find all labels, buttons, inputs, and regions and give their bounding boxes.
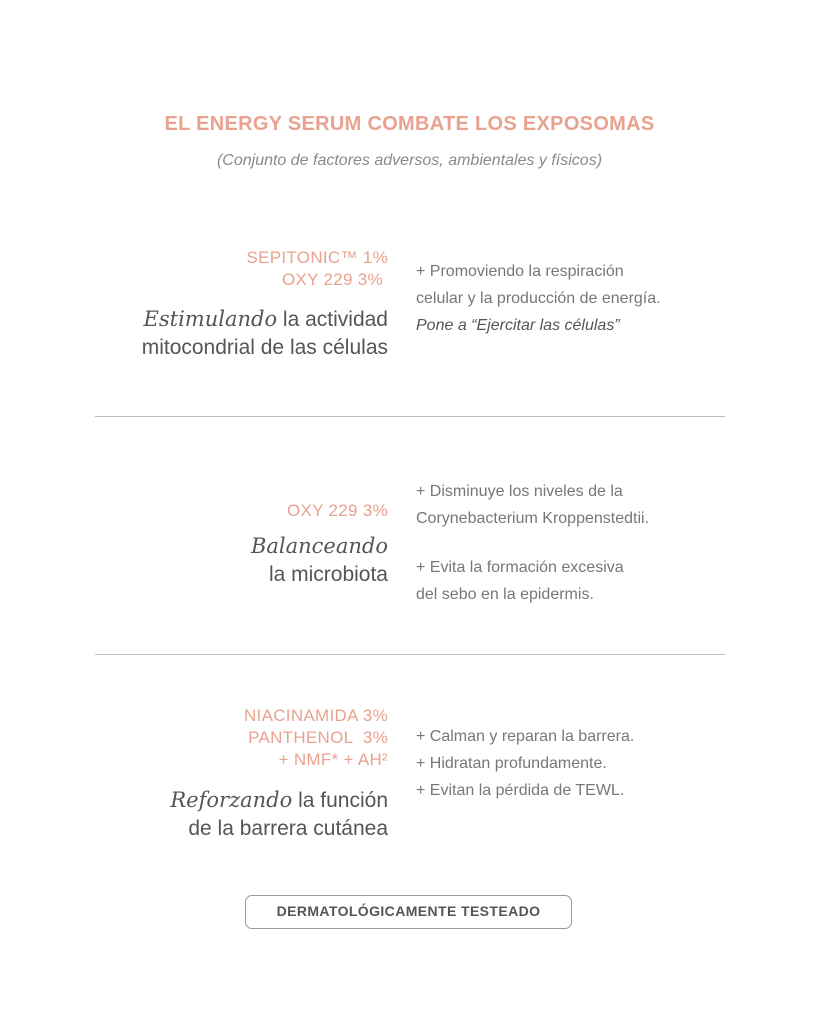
section-balancing (0, 478, 819, 618)
action-text-line-1: la función (292, 789, 388, 812)
section-balancing-left (251, 500, 388, 589)
page-title: EL ENERGY SERUM COMBATE LOS EXPOSOMAS (164, 113, 655, 135)
benefit-line: + Disminuye los niveles de la (416, 483, 623, 500)
ingredient-list (170, 705, 388, 771)
action-text-line-2: la microbiota (268, 563, 388, 586)
ingredient-list (142, 247, 388, 291)
benefit-line: + Promoviendo la respiración (416, 263, 624, 280)
ingredient-oxy229: OXY 229 3% (287, 501, 388, 520)
benefit-line: + Evita la formación excesiva (416, 559, 624, 576)
action-heading (251, 532, 388, 589)
section-divider (95, 654, 725, 655)
action-heading (142, 305, 388, 362)
action-verb: Estimulando (143, 307, 278, 331)
section-balancing-benefits (416, 478, 649, 608)
action-text-line-2: mitocondrial de las células (141, 336, 388, 359)
section-reinforcing-benefits (416, 723, 634, 804)
action-verb: Balanceando (250, 534, 388, 558)
dermatologically-tested-badge: DERMATOLÓGICAMENTE TESTEADO (245, 895, 572, 929)
section-reinforcing (0, 705, 819, 845)
ingredient-sepitonic: SEPITONIC™ 1% (246, 248, 388, 267)
action-verb: Reforzando (170, 788, 293, 812)
section-stimulating (0, 247, 819, 387)
action-text-line-2: de la barrera cutánea (188, 817, 388, 840)
benefit-line: celular y la producción de energía. (416, 290, 661, 307)
ingredient-nmf-ah: + NMF* + AH² (278, 750, 388, 769)
benefit-line: + Calman y reparan la barrera. (416, 728, 635, 745)
benefit-line: + Hidratan profundamente. (416, 755, 607, 772)
ingredient-list (251, 500, 388, 522)
action-heading (170, 786, 388, 843)
benefit-line: + Evitan la pérdida de TEWL. (416, 782, 625, 799)
ingredient-panthenol: PANTHENOL 3% (248, 728, 388, 747)
benefit-emphasis: Pone a “Ejercitar las células” (416, 317, 620, 334)
section-stimulating-benefits (416, 258, 661, 339)
section-reinforcing-left (170, 705, 388, 843)
page-subtitle: (Conjunto de factores adversos, ambientales y físicos) (216, 152, 603, 169)
benefit-line: del sebo en la epidermis. (416, 586, 594, 603)
benefit-line: Corynebacterium Kroppenstedtii. (416, 510, 650, 527)
section-divider (95, 416, 725, 417)
action-text-line-1: la actividad (277, 308, 388, 331)
ingredient-niacinamida: NIACINAMIDA 3% (243, 706, 388, 725)
ingredient-oxy229: OXY 229 3% (282, 270, 388, 289)
section-stimulating-left (142, 247, 388, 362)
